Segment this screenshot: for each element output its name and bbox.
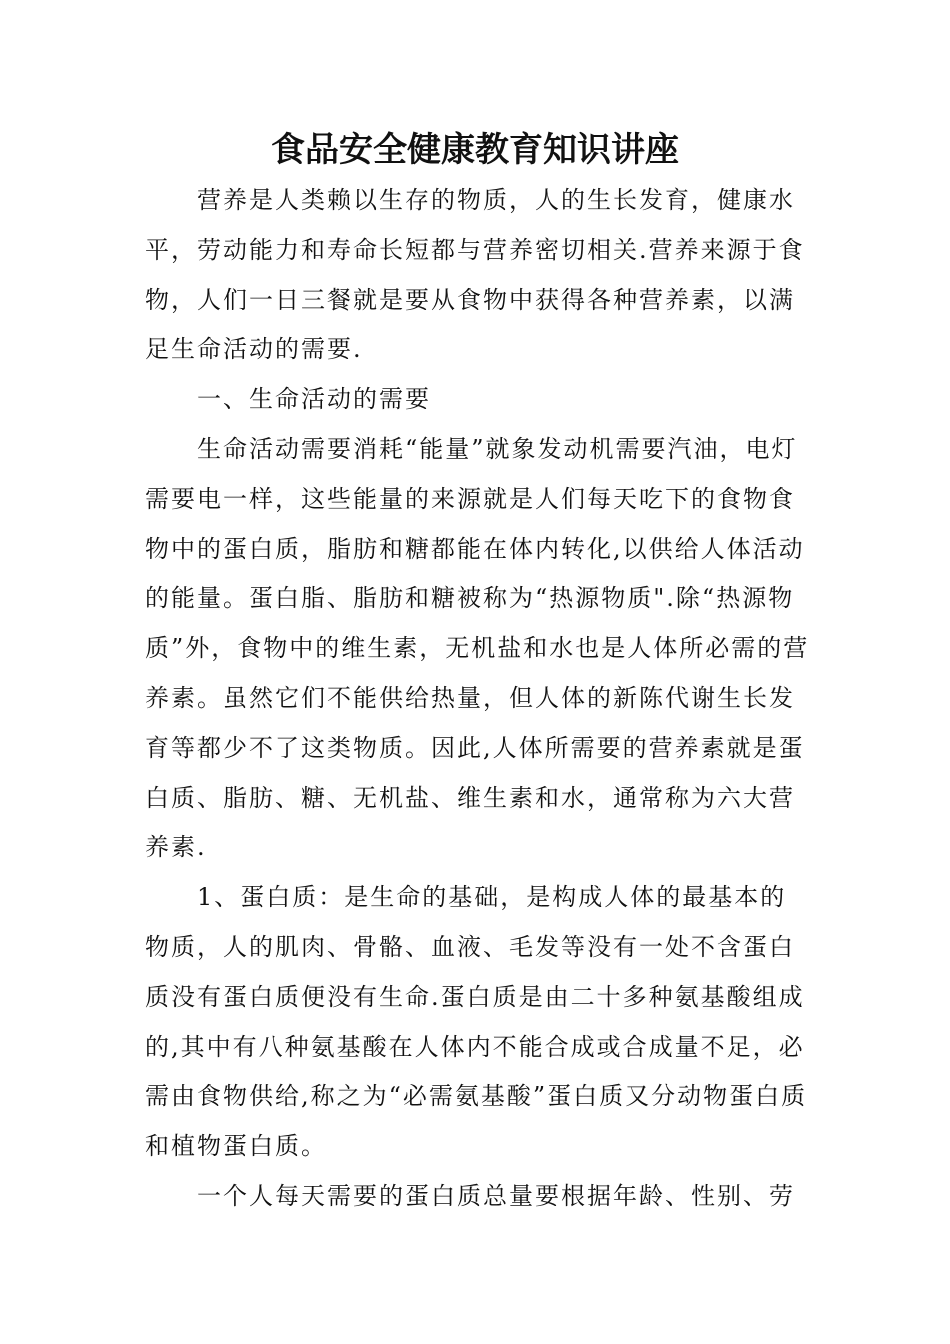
paragraph-protein: 1、蛋白质：是生命的基础，是构成人体的最基本的物质，人的肌肉、骨骼、血液、毛发等没有一处不含蛋白质没有蛋白质便没有生命.蛋白质是由二十多种氨基酸组成的,其中有八种氨基酸在人体内不能合成或合成量不足，必需由食物供给,称之为“必需氨基酸”蛋白质又分动物蛋白质和植物蛋白质。 bbox=[145, 883, 808, 1161]
paragraph-energy: 生命活动需要消耗“能量”就象发动机需要汽油，电灯需要电一样，这些能量的来源就是人们每天吃下的食物食物中的蛋白质，脂肪和糖都能在体内转化,以供给人体活动的能量。蛋白脂、脂肪和糖被称为“热源物质".除“热源物质”外，食物中的维生素，无机盐和水也是人体所必需的营养素。虽然它们不能供给热量，但人体的新陈代谢生长发育等都少不了这类物质。因此,人体所需要的营养素就是蛋白质、脂肪、糖、无机盐、维生素和水，通常称为六大营养素. bbox=[145, 434, 810, 862]
document-body bbox=[145, 176, 810, 1222]
section-heading-1: 一、生命活动的需要 bbox=[197, 385, 431, 414]
document-title: 食品安全健康教育知识讲座 bbox=[271, 130, 679, 170]
paragraph-intro: 营养是人类赖以生存的物质，人的生长发育，健康水平，劳动能力和寿命长短都与营养密切相关.营养来源于食物，人们一日三餐就是要从食物中获得各种营养素，以满足生命活动的需要. bbox=[145, 186, 805, 364]
paragraph-protein-needs: 一个人每天需要的蛋白质总量要根据年龄、性别、劳 bbox=[197, 1181, 795, 1210]
